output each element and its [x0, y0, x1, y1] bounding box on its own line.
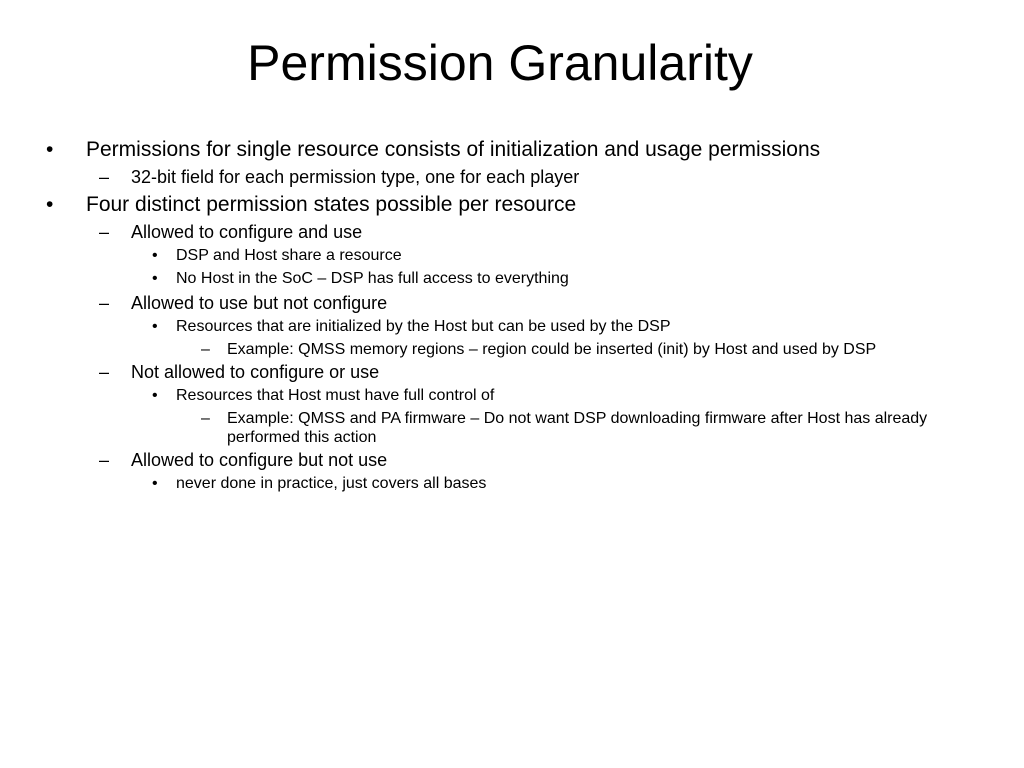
sub-bullet-text: Allowed to configure and use — [131, 222, 363, 242]
bullet-marker: • — [152, 247, 158, 264]
sub-sub-bullet-text: No Host in the SoC – DSP has full access to everything — [176, 270, 569, 287]
dash-marker: – — [201, 410, 210, 427]
sub-sub-bullet-text: Resources that are initialized by the Host but can be used by the DSP — [176, 318, 671, 335]
bullet-marker: • — [46, 193, 54, 216]
dash-marker: – — [99, 450, 110, 470]
sub-sub-bullet-item — [0, 245, 1000, 267]
bullet-marker: • — [152, 318, 158, 335]
dash-marker: – — [99, 293, 110, 313]
bullet-item — [0, 191, 1000, 219]
sub-bullet-item — [0, 291, 1000, 315]
bullet-item — [0, 136, 1000, 164]
bullet-text: Permissions for single resource consists of initialization and usage permissions — [86, 138, 821, 161]
bullet-list — [0, 134, 1000, 495]
sub-bullet-text: Not allowed to configure or use — [131, 362, 380, 382]
sub-bullet-item — [0, 448, 1000, 472]
sub-bullet-item — [0, 220, 1000, 244]
sub-bullet-text: Allowed to configure but not use — [131, 450, 388, 470]
level4-text: Example: QMSS memory regions – region could be inserted (init) by Host and used by DSP — [227, 341, 877, 358]
dash-marker: – — [99, 222, 110, 242]
sub-bullet-item — [0, 360, 1000, 384]
sub-sub-bullet-text: never done in practice, just covers all bases — [176, 475, 487, 492]
bullet-marker: • — [152, 475, 158, 492]
sub-sub-bullet-text: Resources that Host must have full control of — [176, 387, 495, 404]
sub-sub-bullet-item — [0, 316, 1000, 338]
bullet-marker: • — [152, 387, 158, 404]
sub-sub-bullet-item — [0, 473, 1000, 495]
sub-bullet-item — [0, 165, 1000, 189]
dash-marker: – — [201, 341, 210, 358]
dash-marker: – — [99, 167, 110, 187]
sub-bullet-text: 32-bit field for each permission type, one for each player — [131, 167, 580, 187]
sub-sub-bullet-item — [0, 268, 1000, 290]
bullet-text: Four distinct permission states possible per resource — [86, 193, 577, 216]
dash-marker: – — [99, 362, 110, 382]
slide-title: Permission Granularity — [247, 35, 753, 91]
sub-bullet-text: Allowed to use but not configure — [131, 293, 388, 313]
bullet-marker: • — [152, 270, 158, 287]
sub-sub-bullet-item — [0, 385, 1000, 407]
level4-item — [0, 340, 1000, 359]
sub-sub-bullet-text: DSP and Host share a resource — [176, 247, 402, 264]
level4-item — [0, 409, 1000, 447]
bullet-marker: • — [46, 138, 54, 161]
level4-text: Example: QMSS and PA firmware – Do not want DSP downloading firmware after Host has already performed this action — [227, 410, 928, 446]
